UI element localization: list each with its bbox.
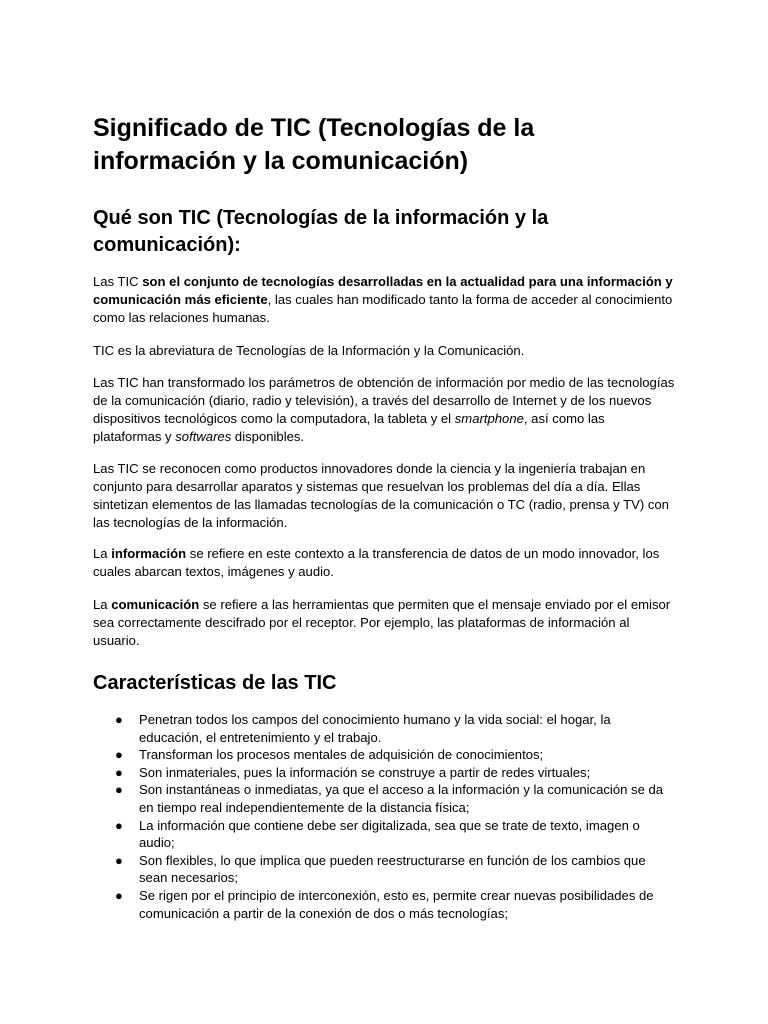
text-run: La [93,546,112,561]
bullet-icon: ● [115,747,123,763]
list-item-text: Transforman los procesos mentales de adquisición de conocimientos; [139,747,544,763]
paragraph-informacion [93,545,675,581]
bullet-icon: ● [115,887,123,903]
bullet-icon: ● [115,764,123,780]
list-item-text: Se rigen por el principio de interconexión, esto es, permite crear nuevas posibilidades de comunicación a partir de la conexión de dos o más tecnologías; [139,887,654,921]
page-title: Significado de TIC (Tecnologías de la información y la comunicación) [93,114,535,175]
paragraph-innovation: Las TIC se reconocen como productos innovadores donde la ciencia y la ingeniería trabajan en conjunto para desarrollar aparatos y sistemas que resuelvan los problemas del día a día. Ellas sintetizan elementos de las llamadas tecnologías de la comunicación o TC (radio, prensa y TV) con las tecnologías de la información. [93,461,669,530]
characteristics-list [93,711,673,922]
bold-text: son el conjunto de tecnologías desarrolladas en la actualidad para una información y comunicación más eficiente [93,274,673,307]
list-item-text: Penetran todos los campos del conocimiento humano y la vida social: el hogar, la educación, el entretenimiento y el trabajo. [139,712,611,745]
list-item [93,711,664,746]
bold-text: comunicación [111,597,200,612]
list-item [93,887,664,922]
text-run: se refiere a las herramientas que permiten que el mensaje enviado por el emisor sea correctamente descifrado por el receptor. Por ejemplo, las plataformas de información al usuario. [93,597,671,648]
list-item-text: La información que contiene debe ser digitalizada, sea que se trate de texto, imagen o audio; [139,817,640,851]
list-item [93,852,664,887]
paragraph-abbreviation: TIC es la abreviatura de Tecnologías de la Información y la Comunicación. [93,343,525,358]
list-item-text: Son inmateriales, pues la información se construye a partir de redes virtuales; [139,764,591,780]
list-item [93,764,664,782]
bullet-icon: ● [115,852,123,868]
italic-text: smartphone [454,411,524,426]
text-run: disponibles. [231,429,305,444]
text-run: Las TIC [93,274,143,289]
italic-text: softwares [175,429,232,444]
text-run: Las TIC han transformado los parámetros de obtención de información por medio de las tecnologías de la comunicación (diario, radio y televisión), a través del desarrollo de Internet y de los nuevos dispositivos tecnológicos como la computadora, la tableta y el [93,375,675,426]
bold-text: información [111,546,187,561]
list-item [93,817,664,852]
text-run: , las cuales han modificado tanto la forma de acceder al conocimiento como las relaciones humanas. [93,292,673,325]
paragraph-definition [93,273,675,327]
text-run: , así como las plataformas y [93,411,605,444]
paragraph-comunicacion [93,596,675,650]
bullet-icon: ● [115,782,123,798]
list-item-text: Son instantáneas o inmediatas, ya que el acceso a la información y la comunicación se da en tiempo real independientemente de la distancia física; [139,782,664,815]
list-item [93,746,664,764]
bullet-icon: ● [115,712,123,727]
paragraph-transformation [93,374,675,446]
section-heading-que-son: Qué son TIC (Tecnologías de la información y la comunicación): [93,207,549,256]
section-heading-caracteristicas: Características de las TIC [93,672,337,694]
list-item-text: Son flexibles, lo que implica que pueden reestructurarse en función de los cambios que sean necesarios; [139,852,646,886]
text-run: se refiere en este contexto a la transferencia de datos de un modo innovador, los cuales abarcan textos, imágenes y audio. [93,546,660,579]
text-run: La [93,597,112,612]
bullet-icon: ● [115,817,123,833]
list-item [93,781,664,816]
